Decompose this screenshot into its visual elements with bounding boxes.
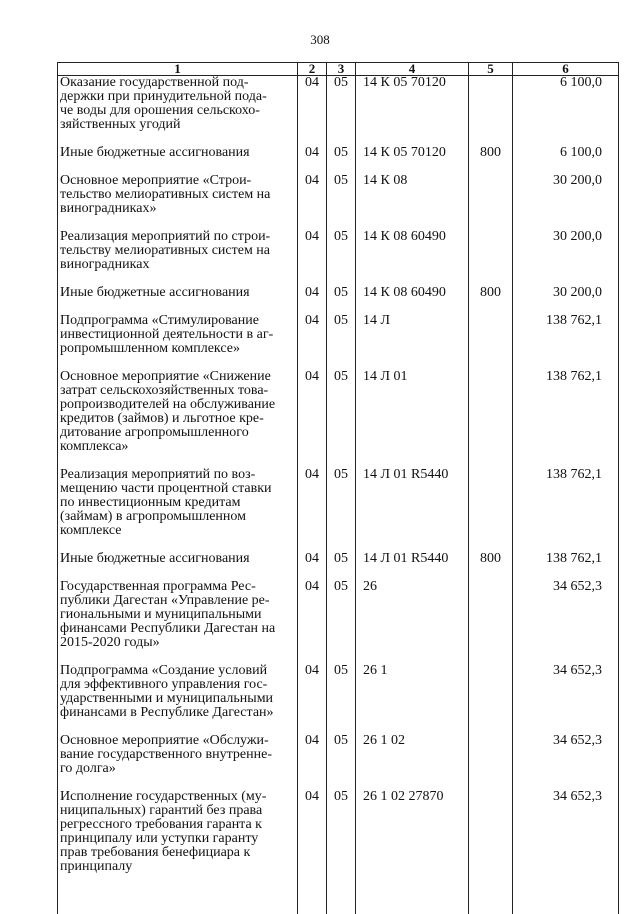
target-article-cell: 26 1 02 27870 — [356, 790, 469, 888]
table-row — [58, 174, 619, 230]
expense-type-cell — [469, 370, 513, 468]
target-article-cell: 14 Л 01 R5440 — [356, 552, 469, 580]
expense-type-cell — [469, 734, 513, 790]
table-row — [58, 552, 619, 580]
expense-type-cell — [469, 664, 513, 734]
empty-cell — [356, 888, 469, 914]
section-code-cell: 04 — [298, 174, 327, 230]
subsection-code-cell: 05 — [327, 146, 356, 174]
section-code-cell: 04 — [298, 580, 327, 664]
subsection-code-cell: 05 — [327, 230, 356, 286]
column-header: 5 — [469, 63, 513, 76]
column-header: 3 — [327, 63, 356, 76]
amount-cell: 34 652,3 — [513, 734, 619, 790]
row-name-cell: Исполнение государственных (му- ниципальных) гарантий без права регрессного требования гаранта к принципалу или уступки гаранту прав требования бенефициара к принципалу — [58, 790, 298, 888]
expense-type-cell — [469, 174, 513, 230]
expense-type-cell: 800 — [469, 552, 513, 580]
target-article-cell: 14 Л 01 — [356, 370, 469, 468]
expense-type-cell — [469, 790, 513, 888]
amount-cell: 30 200,0 — [513, 230, 619, 286]
amount-cell: 138 762,1 — [513, 468, 619, 552]
row-name-cell: Иные бюджетные ассигнования — [58, 146, 298, 174]
amount-cell: 30 200,0 — [513, 286, 619, 314]
table-row — [58, 314, 619, 370]
row-name-cell: Иные бюджетные ассигнования — [58, 552, 298, 580]
section-code-cell: 04 — [298, 230, 327, 286]
section-code-cell: 04 — [298, 286, 327, 314]
section-code-cell: 04 — [298, 734, 327, 790]
column-header: 2 — [298, 63, 327, 76]
table-body — [58, 76, 619, 914]
column-header: 1 — [58, 63, 298, 76]
target-article-cell: 14 Л 01 R5440 — [356, 468, 469, 552]
budget-table — [57, 62, 619, 914]
subsection-code-cell: 05 — [327, 370, 356, 468]
subsection-code-cell: 05 — [327, 286, 356, 314]
expense-type-cell — [469, 468, 513, 552]
table-row — [58, 230, 619, 286]
subsection-code-cell: 05 — [327, 580, 356, 664]
row-name-cell: Реализация мероприятий по воз- мещению части процентной ставки по инвестиционным кредитам (займам) в агропромышленном комплексе — [58, 468, 298, 552]
target-article-cell: 14 К 08 60490 — [356, 230, 469, 286]
column-header: 6 — [513, 63, 619, 76]
subsection-code-cell: 05 — [327, 314, 356, 370]
section-code-cell: 04 — [298, 468, 327, 552]
amount-cell: 30 200,0 — [513, 174, 619, 230]
table-header-row — [58, 63, 619, 76]
amount-cell: 138 762,1 — [513, 552, 619, 580]
section-code-cell: 04 — [298, 664, 327, 734]
expense-type-cell — [469, 314, 513, 370]
amount-cell: 138 762,1 — [513, 314, 619, 370]
amount-cell: 34 652,3 — [513, 790, 619, 888]
target-article-cell: 14 К 08 60490 — [356, 286, 469, 314]
target-article-cell: 14 Л — [356, 314, 469, 370]
target-article-cell: 26 1 — [356, 664, 469, 734]
empty-cell — [327, 888, 356, 914]
subsection-code-cell: 05 — [327, 664, 356, 734]
row-name-cell: Реализация мероприятий по строи- тельству мелиоративных систем на виноградниках — [58, 230, 298, 286]
subsection-code-cell: 05 — [327, 790, 356, 888]
target-article-cell: 14 К 05 70120 — [356, 146, 469, 174]
table-filler-row — [58, 888, 619, 914]
row-name-cell: Подпрограмма «Создание условий для эффективного управления гос- ударственными и муниципальными финансами в Республике Дагестан» — [58, 664, 298, 734]
empty-cell — [513, 888, 619, 914]
amount-cell: 34 652,3 — [513, 664, 619, 734]
subsection-code-cell: 05 — [327, 76, 356, 147]
section-code-cell: 04 — [298, 146, 327, 174]
table-row — [58, 664, 619, 734]
table-row — [58, 790, 619, 888]
expense-type-cell — [469, 76, 513, 147]
section-code-cell: 04 — [298, 552, 327, 580]
amount-cell: 6 100,0 — [513, 146, 619, 174]
empty-cell — [298, 888, 327, 914]
table-row — [58, 468, 619, 552]
section-code-cell: 04 — [298, 76, 327, 147]
table-row — [58, 286, 619, 314]
expense-type-cell — [469, 580, 513, 664]
amount-cell: 34 652,3 — [513, 580, 619, 664]
empty-cell — [469, 888, 513, 914]
expense-type-cell: 800 — [469, 146, 513, 174]
row-name-cell: Подпрограмма «Стимулирование инвестиционной деятельности в аг- ропромышленном комплексе» — [58, 314, 298, 370]
subsection-code-cell: 05 — [327, 468, 356, 552]
section-code-cell: 04 — [298, 790, 327, 888]
target-article-cell: 14 К 05 70120 — [356, 76, 469, 147]
row-name-cell: Основное мероприятие «Строи- тельство мелиоративных систем на виноградниках» — [58, 174, 298, 230]
table-row — [58, 146, 619, 174]
table-row — [58, 580, 619, 664]
target-article-cell: 14 К 08 — [356, 174, 469, 230]
target-article-cell: 26 — [356, 580, 469, 664]
row-name-cell: Основное мероприятие «Снижение затрат сельскохозяйственных това- ропроизводителей на обслуживание кредитов (займов) и льготное кре- дитование агропромышленного комплекса» — [58, 370, 298, 468]
row-name-cell: Основное мероприятие «Обслужи- вание государственного внутренне- го долга» — [58, 734, 298, 790]
row-name-cell: Государственная программа Рес- публики Дагестан «Управление ре- гиональными и муниципальными финансами Республики Дагестан на 2015-2020 годы» — [58, 580, 298, 664]
amount-cell: 138 762,1 — [513, 370, 619, 468]
empty-cell — [58, 888, 298, 914]
table-row — [58, 370, 619, 468]
row-name-cell: Иные бюджетные ассигнования — [58, 286, 298, 314]
section-code-cell: 04 — [298, 370, 327, 468]
row-name-cell: Оказание государственной под- держки при принудительной пода- че воды для орошения сельскохо- зяйственных угодий — [58, 76, 298, 147]
amount-cell: 6 100,0 — [513, 76, 619, 147]
subsection-code-cell: 05 — [327, 174, 356, 230]
expense-type-cell: 800 — [469, 286, 513, 314]
section-code-cell: 04 — [298, 314, 327, 370]
table-row — [58, 76, 619, 147]
subsection-code-cell: 05 — [327, 552, 356, 580]
table-row — [58, 734, 619, 790]
expense-type-cell — [469, 230, 513, 286]
subsection-code-cell: 05 — [327, 734, 356, 790]
column-header: 4 — [356, 63, 469, 76]
target-article-cell: 26 1 02 — [356, 734, 469, 790]
page-number: 308 — [0, 32, 640, 48]
